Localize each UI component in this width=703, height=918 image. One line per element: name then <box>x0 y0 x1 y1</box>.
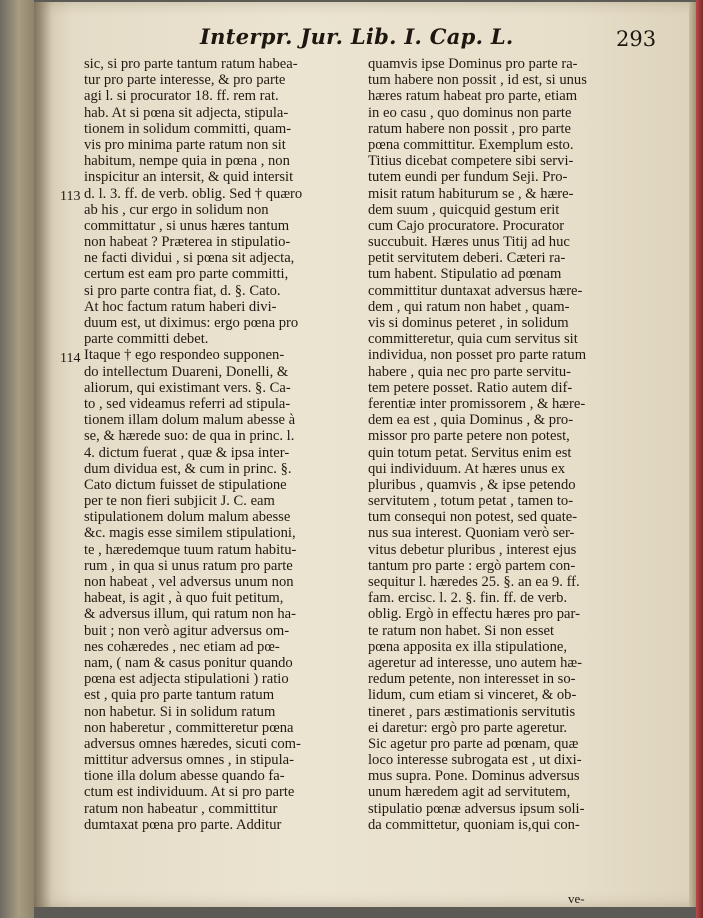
text-line: d. l. 3. ff. de verb. oblig. Sed † quæro <box>84 185 303 202</box>
text-line: tum habent. Stipulatio ad pœnam <box>368 266 562 283</box>
text-line: inspicitur an intersit, & quid intersit <box>84 169 294 186</box>
text-line: individua, non posset pro parte ratum <box>368 347 587 364</box>
text-line: duum est, ut diximus: ergo pœna pro <box>84 315 299 331</box>
text-line: pœna est adjecta stipulationi ) ratio <box>84 671 289 688</box>
page-edge <box>689 2 696 907</box>
text-line: in eo casu , quo dominus non parte <box>368 104 572 121</box>
text-line: unum hæredem agit ad servitutem, <box>368 784 571 801</box>
text-line: committatur , si unus hæres tantum <box>84 217 290 234</box>
spine-shadow <box>34 2 52 907</box>
text-line: da committetur, quoniam is,qui con- <box>368 816 580 833</box>
text-line: committitur duntaxat adversus hære- <box>368 282 583 299</box>
text-line: tione illa dolum abesse quando fa- <box>84 768 285 785</box>
red-edge-band <box>696 0 703 918</box>
text-line: committeretur, quia cum servitus sit <box>368 331 578 348</box>
margin-number-114: 114 <box>60 351 81 366</box>
text-line: ratum habere non possit , pro parte <box>368 120 572 137</box>
text-line: 4. dictum fuerat , quæ & ipsa inter- <box>84 444 290 461</box>
text-line: dum dividua est, & cum in princ. §. <box>84 460 292 477</box>
text-line: non habeat ? Præterea in stipulatio- <box>84 234 291 251</box>
text-line: non habeat , vel adversus unum non <box>84 574 294 590</box>
left-text-column <box>84 56 364 833</box>
text-line: ratum non habeatur , committitur <box>84 800 278 817</box>
text-line: pœna apposita ex illa stipulatione, <box>368 638 567 655</box>
text-line: tantum pro parte : ergò partem con- <box>368 557 576 574</box>
text-line: tur pro parte interesse, & pro parte <box>84 72 286 89</box>
text-line: vis pro minima parte ratum non sit <box>84 136 286 153</box>
text-line: certum est eam pro parte committi, <box>84 266 289 283</box>
text-line: Sic agetur pro parte ad pœnam, quæ <box>368 735 579 752</box>
text-line: servitutem , totum petat , tamen to- <box>368 493 574 510</box>
text-line: nam, ( nam & casus ponitur quando <box>84 654 293 671</box>
text-line: ab his , cur ergo in solidum non <box>84 201 269 218</box>
text-line: dem suum , quicquid gestum erit <box>368 201 560 218</box>
text-line: si pro parte contra fiat, d. §. Cato. <box>84 282 281 299</box>
text-line: adversus omnes hæredes, sicuti com- <box>84 735 301 752</box>
text-line: ageretur ad interesse, uno autem hæ- <box>368 654 582 671</box>
text-line: redum petente, non interesset in so- <box>368 671 576 688</box>
text-line: Cato dictum fuisset de stipulatione <box>84 476 287 493</box>
text-line: non habetur. Si in solidum ratum <box>84 703 276 720</box>
text-line: hab. At si pœna sit adjecta, stipula- <box>84 104 289 121</box>
previous-page-edge <box>0 0 34 918</box>
text-line: qui individuum. At hæres unus ex <box>368 460 566 477</box>
text-line: buit ; non verò agitur adversus om- <box>84 622 290 639</box>
text-line: Itaque † ego respondeo supponen- <box>84 347 285 364</box>
text-line: est , quia pro parte tantum ratum <box>84 687 275 704</box>
text-line: loco interesse subrogata est , ut dixi- <box>368 752 582 769</box>
text-line: petit servitutem deberi. Cæteri ra- <box>368 250 566 267</box>
text-line: habitum, nempe quia in pœna , non <box>84 153 290 170</box>
text-line: rum , in qua si unus ratum pro parte <box>84 557 293 574</box>
text-line: quin totum petat. Servitus enim est <box>368 444 572 461</box>
text-line: do intellectum Duareni, Donelli, & <box>84 363 289 380</box>
text-line: ctum est individuum. At si pro parte <box>84 784 295 801</box>
text-line: tutem eundi per fundum Seji. Pro- <box>368 169 568 186</box>
text-line: At hoc factum ratum haberi divi- <box>84 298 277 315</box>
text-line: per te non fieri subjicit J. C. eam <box>84 493 275 510</box>
running-head: Interpr. Jur. Lib. I. Cap. L. <box>200 24 514 49</box>
catchword: ve- <box>568 891 585 906</box>
text-line: succubuit. Hæres unus Titij ad huc <box>368 234 570 251</box>
text-line: mittitur adversus omnes , in stipula- <box>84 752 294 769</box>
text-line: ne facti dividui , si pœna sit adjecta, <box>84 250 295 267</box>
margin-number-113: 113 <box>60 189 81 204</box>
text-line: se, & hærede suo: de qua in princ. l. <box>84 428 295 445</box>
text-line: te , hæredemque tuum ratum habitu- <box>84 541 297 558</box>
text-line: parte committi debet. <box>84 331 209 348</box>
text-line: ei daretur: ergò pro parte ageretur. <box>368 719 568 736</box>
text-line: non haberetur , committeretur pœna <box>84 719 294 736</box>
page-number: 293 <box>616 27 657 51</box>
text-line: ferentiæ inter promissorem , & hære- <box>368 395 586 412</box>
text-line: pluribus , quamvis , & ipse petendo <box>368 476 576 493</box>
text-line: cum Cajo procuratore. Procurator <box>368 217 565 234</box>
right-text-column <box>368 56 613 833</box>
text-line: tem petere posset. Ratio autem dif- <box>368 379 573 396</box>
text-line: pœna committitur. Exemplum esto. <box>368 136 574 153</box>
text-line: to , sed videamus referri ad stipula- <box>84 395 291 412</box>
text-line: fam. ercisc. l. 2. §. fin. ff. de verb. <box>368 590 568 607</box>
text-line: habere , quia nec pro parte servitu- <box>368 363 572 380</box>
text-line: sic, si pro parte tantum ratum habea- <box>84 56 298 72</box>
text-line: habeat, is agit , à quo fuit petitum, <box>84 590 284 607</box>
text-line: stipulatio pœnæ adversus ipsum soli- <box>368 800 585 817</box>
text-line: dem , qui ratum non habet , quam- <box>368 298 570 315</box>
text-line: tineret , pars æstimationis servitutis <box>368 703 576 720</box>
text-line: agi l. si procurator 18. ff. rem rat. <box>84 88 279 105</box>
text-line: dumtaxat pœna pro parte. Additur <box>84 816 282 833</box>
text-line: nes cohæredes , nec etiam ad pœ- <box>84 638 280 655</box>
text-line: Titius dicebat competere sibi servi- <box>368 153 574 170</box>
text-line: quamvis ipse Dominus pro parte ra- <box>368 56 578 72</box>
text-line: nus sua interest. Quoniam verò ser- <box>368 525 575 542</box>
text-line: aliorum, qui existimant vers. §. Ca- <box>84 379 291 396</box>
text-line: vis si dominus peteret , in solidum <box>368 315 569 331</box>
text-line: lidum, cum etiam si vinceret, & ob- <box>368 687 577 704</box>
text-line: missor pro parte petere non potest, <box>368 428 570 445</box>
text-line: tionem illam dolum malum abesse à <box>84 412 296 429</box>
text-line: stipulationem dolum malum abesse <box>84 509 291 526</box>
text-line: vitus debetur pluribus , interest ejus <box>368 541 577 558</box>
text-line: te ratum non habet. Si non esset <box>368 622 555 639</box>
text-line: tum consequi non potest, sed quate- <box>368 509 578 526</box>
text-line: mus supra. Pone. Dominus adversus <box>368 768 580 785</box>
text-line: misit ratum habiturum se , & hære- <box>368 185 574 202</box>
text-line: dem ea est , quia Dominus , & pro- <box>368 412 574 429</box>
text-line: & adversus illum, qui ratum non ha- <box>84 606 296 623</box>
text-line: &c. magis esse similem stipulationi, <box>84 525 296 542</box>
text-line: tum habere non possit , id est, si unus <box>368 72 587 89</box>
text-line: tionem in solidum committi, quam- <box>84 120 292 137</box>
text-line: hæres ratum habeat pro parte, etiam <box>368 88 578 105</box>
text-line: oblig. Ergò in effectu hæres pro par- <box>368 606 580 623</box>
text-line: sequitur l. hæredes 25. §. an ea 9. ff. <box>368 574 580 590</box>
